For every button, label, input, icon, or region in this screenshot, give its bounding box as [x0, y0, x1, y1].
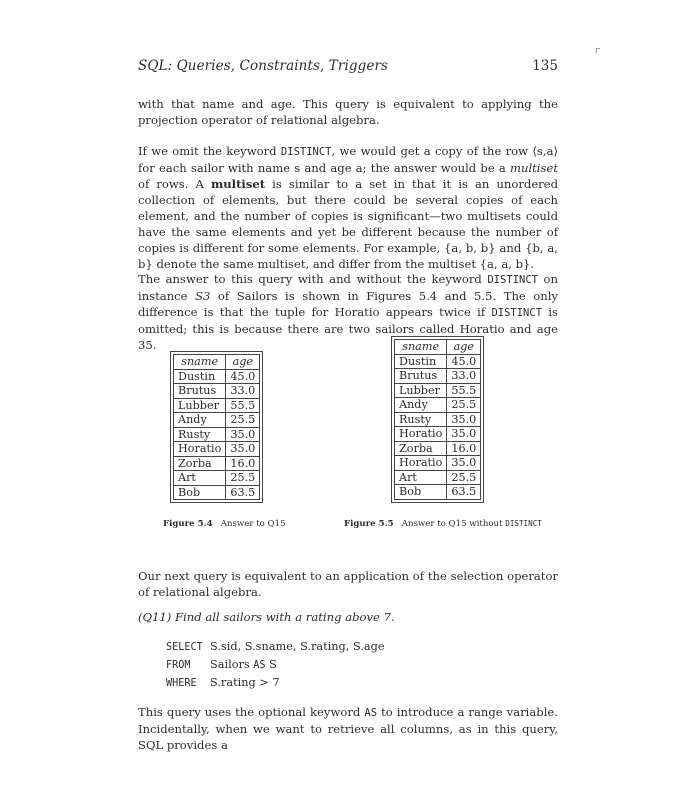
- page-number: 135: [532, 58, 558, 74]
- table-row: Art 25.5: [395, 470, 481, 485]
- figure-caption-5-5: [344, 519, 542, 529]
- table-row: Dustin 45.0: [174, 369, 260, 384]
- caption-text: Answer to Q15: [220, 519, 286, 529]
- paragraph-range-variable: This query uses the optional keyword AS to introduce a range variable. Incidentally, when we want to retrieve all columns, as in this query, SQL provides a: [138, 705, 558, 752]
- sql-keyword: SELECT: [166, 642, 203, 653]
- corner-mark: r: [595, 46, 600, 56]
- table-row: Horatio 35.0: [395, 427, 481, 442]
- sql-keyword: FROM: [166, 660, 191, 671]
- column-header: sname: [174, 355, 226, 370]
- column-header: sname: [395, 340, 447, 355]
- table-header-row: [174, 355, 260, 370]
- table-row: Rusty 35.0: [395, 412, 481, 427]
- figure-caption-5-4: [163, 519, 286, 529]
- term-multiset: multiset: [509, 161, 558, 175]
- sql-keyword: WHERE: [166, 678, 197, 689]
- table-row: Art 25.5: [174, 471, 260, 486]
- paragraph-multiset: If we omit the keyword DISTINCT, we would get a copy of the row ⟨s,a⟩ for each sailor with name s and age a; the answer would be a multiset of rows. A multiset is similar to a set in that it is an unordered collection of elements, but there could be several copies of each element, and the number of copies is significant—two multisets could have the same elements and yet be different because the number of copies is different for some elements. For example, {a, b, b} and {b, a, b} denote the same multiset, and differ from the multiset {a, a, b}.: [138, 144, 559, 271]
- table-row: Bob 63.5: [395, 485, 481, 500]
- table-row: Lubber 55.5: [174, 398, 260, 413]
- keyword-distinct: DISTINCT: [491, 307, 543, 319]
- query-title: (Q11) Find all sailors with a rating above 7.: [138, 610, 395, 624]
- table-row: Lubber 55.5: [395, 383, 481, 398]
- sql-line: WHERE S.rating > 7: [166, 674, 385, 692]
- column-header: age: [447, 340, 481, 355]
- table-row: Zorba 16.0: [174, 456, 260, 471]
- table-row: Horatio 35.0: [395, 456, 481, 471]
- figure-label: Figure 5.5: [344, 519, 394, 529]
- page-header: [138, 58, 558, 78]
- keyword-as: AS: [364, 707, 378, 719]
- table-row: Rusty 35.0: [174, 427, 260, 442]
- keyword-distinct: DISTINCT: [280, 146, 332, 158]
- table-answer-q15: [173, 354, 260, 500]
- table-row: Horatio 35.0: [174, 442, 260, 457]
- sql-line: FROM Sailors AS S: [166, 656, 385, 674]
- table-header-row: [395, 340, 481, 355]
- paragraph-projection: with that name and age. This query is equivalent to applying the projection operator of relational algebra.: [138, 97, 558, 127]
- sql-keyword: AS: [253, 660, 266, 671]
- term-multiset-bold: multiset: [210, 177, 266, 191]
- table-row: Zorba 16.0: [395, 441, 481, 456]
- instance-s3: S3: [195, 289, 211, 303]
- table-row: Andy 25.5: [174, 413, 260, 428]
- sql-line: SELECT S.sid, S.sname, S.rating, S.age: [166, 638, 385, 656]
- column-header: age: [226, 355, 260, 370]
- keyword-distinct: DISTINCT: [505, 519, 542, 528]
- table-row: Brutus 33.0: [395, 369, 481, 384]
- table-row: Bob 63.5: [174, 485, 260, 500]
- paragraph-selection: Our next query is equivalent to an application of the selection operator of relational algebra.: [138, 569, 558, 599]
- keyword-distinct: DISTINCT: [487, 274, 538, 286]
- figure-label: Figure 5.4: [163, 519, 213, 529]
- paragraph-answer: The answer to this query with and without the keyword DISTINCT on instance S3 of Sailors is shown in Figures 5.4 and 5.5. The only difference is that the tuple for Horatio appears twice if DISTINCT is omitted; this is because there are two sailors called Horatio and age 35.: [138, 272, 559, 352]
- sql-code-block: [166, 638, 385, 692]
- table-answer-q15-without-distinct: [394, 339, 481, 500]
- table-row: Dustin 45.0: [395, 354, 481, 369]
- caption-text: Answer to Q15 without: [401, 519, 506, 529]
- table-row: Andy 25.5: [395, 398, 481, 413]
- running-title: SQL: Queries, Constraints, Triggers: [138, 58, 389, 74]
- table-row: Brutus 33.0: [174, 384, 260, 399]
